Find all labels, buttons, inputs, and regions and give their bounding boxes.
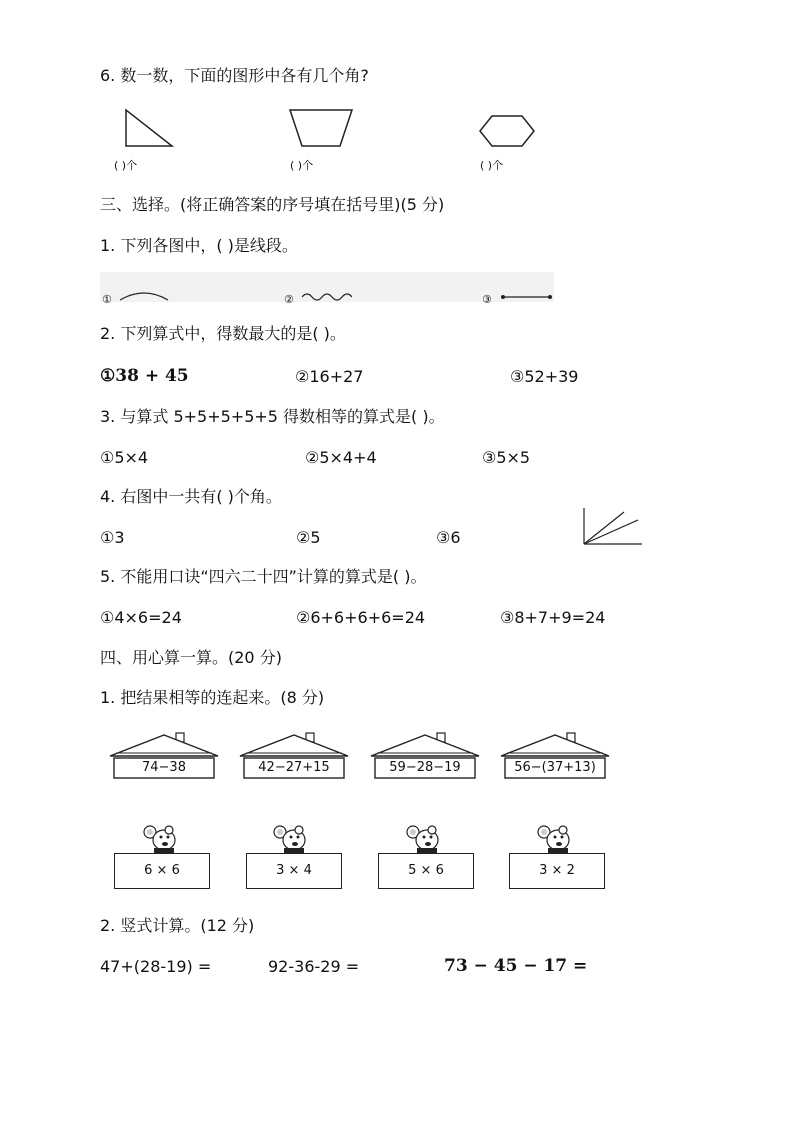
s3-q5-text: 5. 不能用口诀“四六二十四”计算的算式是( )。: [100, 567, 427, 586]
s4-p1-title: 1. 把结果相等的连起来。(8 分): [100, 688, 325, 707]
mouse-card-3[interactable]: 5 × 6: [378, 853, 474, 889]
mouse-card-4[interactable]: 3 × 2: [509, 853, 605, 889]
s3-q2-option-1: ①38 + 45: [100, 366, 189, 386]
s3-q4-option-1: ①3: [100, 528, 125, 547]
trapezoid-shape: [288, 108, 354, 148]
s4-p2-expr-3: 73 − 45 − 17 =: [444, 956, 588, 976]
angle-rays-figure: [580, 506, 644, 548]
house-card-2[interactable]: [238, 732, 350, 782]
s3-q2-option-3: ③52+39: [510, 367, 579, 386]
s4-p2-expr-2: 92-36-29 =: [268, 957, 360, 976]
s3-q2-text: 2. 下列算式中，得数最大的是( )。: [100, 324, 346, 343]
s3-q3-option-2: ②5×4+4: [305, 448, 377, 467]
mouse-icon: [536, 822, 574, 854]
q6-blank-3: ( )个: [480, 159, 504, 172]
house-label-2: 42−27+15: [258, 760, 330, 775]
house-card-4[interactable]: [499, 732, 611, 782]
s4-p2-title: 2. 竖式计算。(12 分): [100, 916, 255, 935]
s3-q1-option-3: ③: [482, 293, 492, 306]
s3-q1-text: 1. 下列各图中，( )是线段。: [100, 236, 298, 255]
curve-line-figure: [118, 288, 170, 304]
wavy-line-figure: [300, 290, 352, 304]
triangle-shape: [124, 108, 174, 148]
section4-title: 四、用心算一算。(20 分): [100, 648, 282, 667]
mouse-icon: [142, 822, 180, 854]
house-card-1[interactable]: [108, 732, 220, 782]
s3-q5-option-1: ①4×6=24: [100, 608, 182, 627]
s3-q5-option-2: ②6+6+6+6=24: [296, 608, 426, 627]
s3-q1-option-1: ①: [102, 293, 112, 306]
mouse-icon: [405, 822, 443, 854]
s3-q3-option-3: ③5×5: [482, 448, 531, 467]
s3-q4-text: 4. 右图中一共有( )个角。: [100, 487, 282, 506]
hexagon-shape: [478, 114, 536, 148]
s3-q5-option-3: ③8+7+9=24: [500, 608, 606, 627]
q6-title: 6. 数一数，下面的图形中各有几个角?: [100, 66, 369, 85]
s4-p2-expr-1: 47+(28-19) =: [100, 957, 212, 976]
q6-blank-1: ( )个: [114, 159, 138, 172]
section3-title: 三、选择。(将正确答案的序号填在括号里)(5 分): [100, 195, 445, 214]
s3-q4-option-3: ③6: [436, 528, 461, 547]
house-label-3: 59−28−19: [389, 760, 461, 775]
mouse-icon: [272, 822, 310, 854]
s3-q3-text: 3. 与算式 5+5+5+5+5 得数相等的算式是( )。: [100, 407, 445, 426]
mouse-card-1[interactable]: 6 × 6: [114, 853, 210, 889]
house-card-3[interactable]: [369, 732, 481, 782]
house-label-4: 56−(37+13): [514, 760, 596, 775]
s3-q4-option-2: ②5: [296, 528, 321, 547]
s3-q1-option-2: ②: [284, 293, 294, 306]
line-segment-figure: [500, 292, 554, 302]
s3-q3-option-1: ①5×4: [100, 448, 149, 467]
s3-q2-option-2: ②16+27: [295, 367, 364, 386]
house-label-1: 74−38: [142, 760, 186, 775]
q6-blank-2: ( )个: [290, 159, 314, 172]
mouse-card-2[interactable]: 3 × 4: [246, 853, 342, 889]
